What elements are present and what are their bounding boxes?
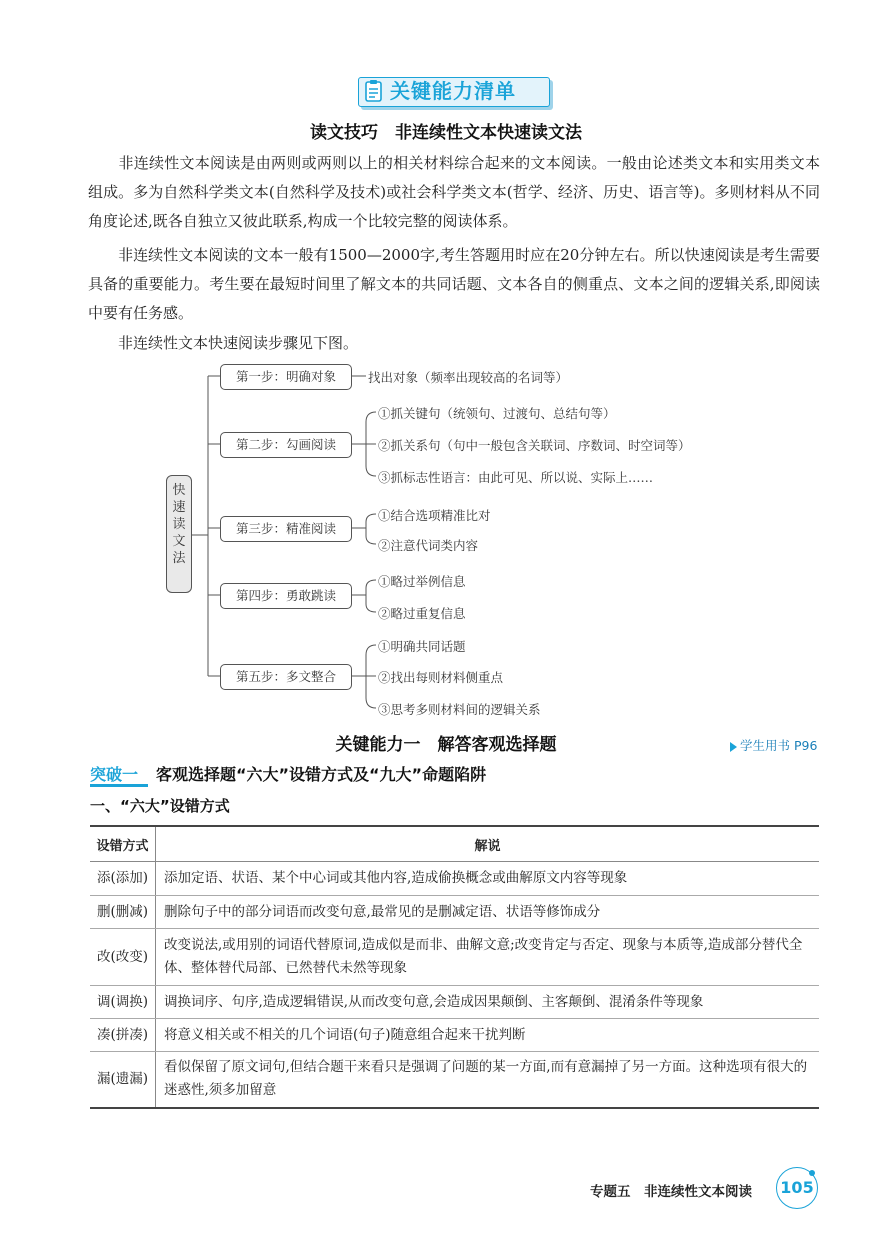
banner-title: 关键能力清单 [390,79,516,103]
table-cell-method: 改(改变) [90,929,156,986]
table-header-method: 设错方式 [90,826,156,862]
step-2-node: 第二步：勾画阅读 [220,432,352,458]
page-number-dot [809,1170,815,1176]
reference-text: 学生用书 P96 [740,738,818,753]
table-cell-explanation: 看似保留了原文词句,但结合题干来看只是强调了问题的某一方面,而有意漏掉了另一方面。这种选项有很大的迷惑性,须多加留意 [156,1052,820,1108]
table-row [90,1052,819,1108]
table-header-row [90,826,819,862]
step-3-node: 第三步：精准阅读 [220,516,352,542]
root-char: 法 [172,551,186,566]
step-2-leaf-1: ①抓关键句（统领句、过渡句、总结句等） [378,406,616,421]
reading-steps-diagram [160,360,800,720]
table-row [90,929,819,986]
root-char: 速 [172,500,186,515]
table-cell-method: 凑(拼凑) [90,1019,156,1052]
table-cell-explanation: 调换词序、句序,造成逻辑错误,从而改变句意,会造成因果颠倒、主客颠倒、混淆条件等现象 [156,986,820,1019]
sub-heading: 一、“六大”设错方式 [90,797,230,815]
table-header-explanation: 解说 [156,826,820,862]
step-4-leaf-2: ②略过重复信息 [378,606,466,621]
step-4-node: 第四步：勇敢跳读 [220,583,352,609]
step-1-node: 第一步：明确对象 [220,364,352,390]
paragraph-3: 非连续性文本快速阅读步骤见下图。 [88,334,359,352]
table-cell-explanation: 添加定语、状语、某个中心词或其他内容,造成偷换概念或曲解原文内容等现象 [156,862,820,896]
table-cell-method: 调(调换) [90,986,156,1019]
root-char: 快 [172,483,186,498]
step-5-leaf-3: ③思考多则材料间的逻辑关系 [378,702,541,717]
table-row [90,1019,819,1052]
table-row [90,896,819,929]
table-cell-method: 删(删减) [90,896,156,929]
paragraph-1: 非连续性文本阅读是由两则或两则以上的相关材料综合起来的文本阅读。一般由论述类文本和实用类文本组成。多为自然科学类文本(自然科学及技术)或社会科学类文本(哲学、经济、历史、语言等)。多则材料从不同角度论述,既各自独立又彼此联系,构成一个比较完整的阅读体系。 [88,154,820,230]
root-char: 文 [172,534,186,549]
table-row [90,986,819,1019]
step-5-leaf-2: ②找出每则材料侧重点 [378,670,504,685]
section2-heading: 关键能力一 解答客观选择题 [335,735,557,755]
table-cell-method: 漏(遗漏) [90,1052,156,1108]
step-1-leaf: 找出对象（频率出现较高的名词等） [368,370,569,385]
student-book-reference [730,736,817,754]
table-row [90,862,819,896]
step-2-leaf-3: ③抓标志性语言：由此可见、所以说、实际上…… [378,470,654,485]
section-heading: 读文技巧 非连续性文本快速读文法 [310,123,582,143]
step-3-leaf-2: ②注意代词类内容 [378,538,479,553]
table-cell-explanation: 改变说法,或用别的词语代替原词,造成似是而非、曲解文意;改变肯定与否定、现象与本质等,造成部分替代全体、整体替代局部、已然替代未然等现象 [156,929,820,986]
breakthrough-label: 突破一 [90,765,139,784]
root-char: 读 [172,517,186,532]
step-3-leaf-1: ①结合选项精准比对 [378,508,491,523]
step-4-leaf-1: ①略过举例信息 [378,574,466,589]
footer-section-label: 专题五 非连续性文本阅读 [590,1184,752,1200]
table-cell-explanation: 删除句子中的部分词语而改变句意,最常见的是删减定语、状语等修饰成分 [156,896,820,929]
step-5-leaf-1: ①明确共同话题 [378,639,466,654]
arrow-right-icon [730,742,737,752]
breakthrough-underline [90,784,148,787]
paragraph-2: 非连续性文本阅读的文本一般有1500—2000字,考生答题用时应在20分钟左右。所以快速阅读是考生需要具备的重要能力。考生要在最短时间里了解文本的共同话题、文本各自的侧重点、文本之间的逻辑关系,即阅读中要有任务感。 [88,246,820,322]
table-cell-method: 添(添加) [90,862,156,896]
table-cell-explanation: 将意义相关或不相关的几个词语(句子)随意组合起来干扰判断 [156,1019,820,1052]
diagram-root [166,475,192,593]
error-methods-table [90,825,819,1109]
clipboard-icon [364,79,384,103]
section-banner [358,73,548,107]
page-number: 105 [776,1167,818,1209]
breakthrough-title: 客观选择题“六大”设错方式及“九大”命题陷阱 [156,765,487,784]
step-5-node: 第五步：多文整合 [220,664,352,690]
step-2-leaf-2: ②抓关系句（句中一般包含关联词、序数词、时空词等） [378,438,691,453]
